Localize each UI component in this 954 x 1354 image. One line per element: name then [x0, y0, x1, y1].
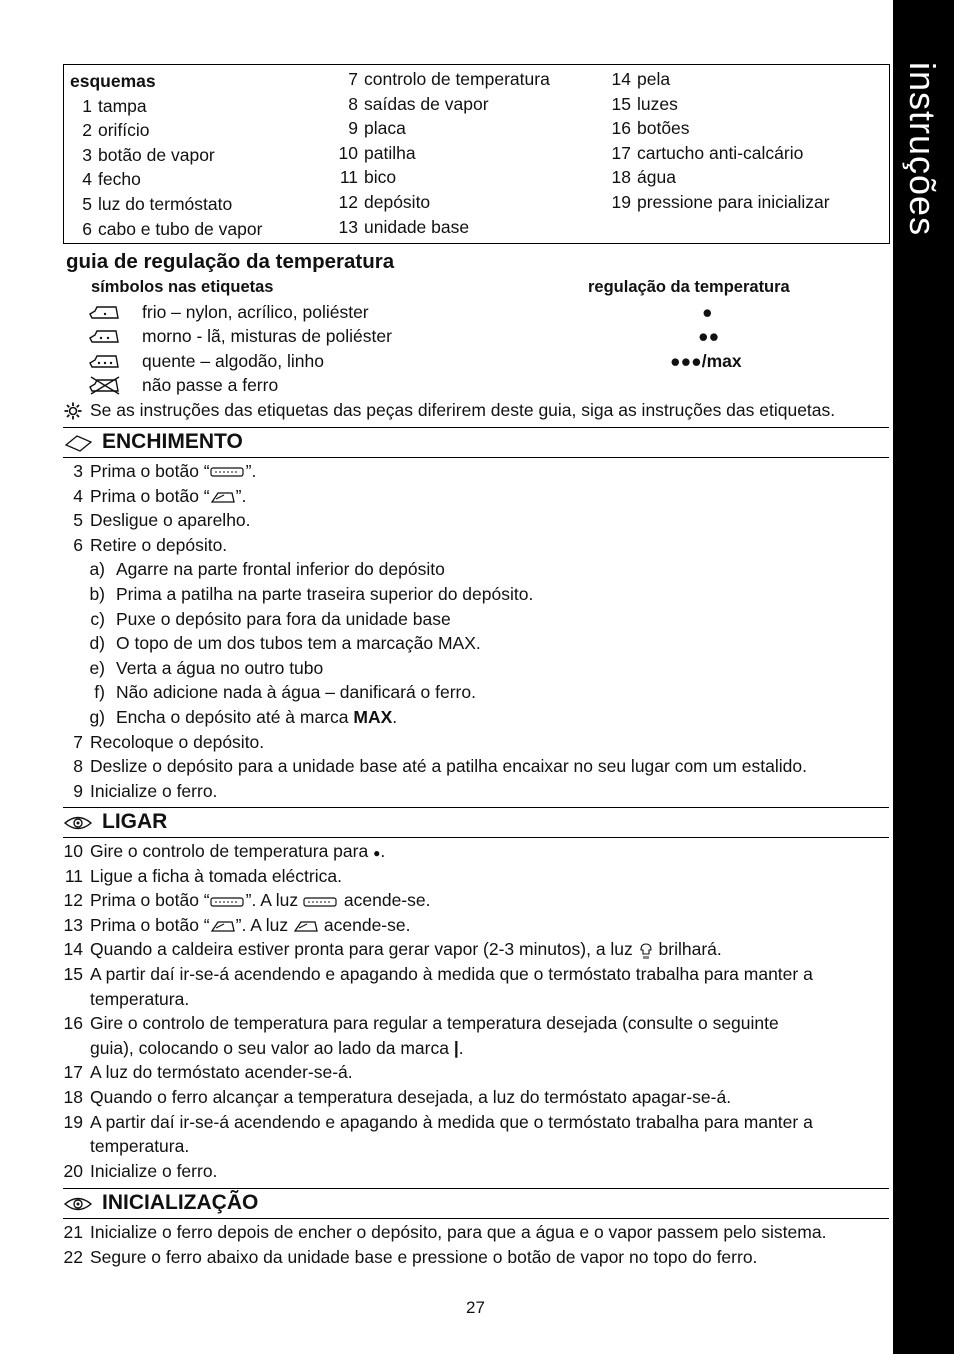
section-header-enchimento	[63, 428, 889, 456]
guide-row-label: não passe a ferro	[142, 375, 279, 395]
iron-button-icon	[210, 489, 236, 505]
part-item: 16 botões	[611, 118, 690, 139]
list-item: 18 Quando o ferro alcançar a temperatura desejada, a luz do termóstato apagar-se-á.	[63, 1086, 732, 1107]
sub-item: e) Verta a água no outro tubo	[89, 657, 324, 678]
guide-note: Se as instruções das etiquetas das peças diferirem deste guia, siga as instruções das etiquetas.	[90, 400, 836, 420]
guide-col-setting: regulação da temperatura	[588, 278, 790, 296]
list-item: 22 Segure o ferro abaixo da unidade base e pressione o botão de vapor no topo do ferro.	[63, 1246, 758, 1267]
page-number: 27	[466, 1298, 485, 1317]
part-item: 13 unidade base	[338, 216, 470, 237]
part-item: 18 água	[611, 167, 676, 188]
list-item: 6 Retire o depósito.	[73, 534, 228, 555]
part-item: 19 pressione para inicializar	[611, 191, 830, 212]
list-item-continued: temperatura.	[90, 988, 190, 1009]
list-item: 13 Prima o botão “ ”. A luz acende-se.	[63, 914, 411, 935]
sun-icon	[64, 402, 82, 420]
sub-item: f) Não adicione nada à água – danificará o ferro.	[94, 682, 476, 703]
parts-column-3	[609, 67, 830, 215]
part-item: 7 controlo de temperatura	[348, 69, 550, 89]
section-title: INICIALIZAÇÃO	[102, 1191, 259, 1214]
sub-item: g) Encha o depósito até à marca MAX.	[89, 706, 398, 727]
divider	[63, 457, 889, 458]
list-item: 12 Prima o botão “ ”. A luz acende-se.	[63, 890, 431, 911]
steam-button-icon	[210, 465, 246, 479]
part-item: 9 placa	[348, 118, 406, 139]
eye-icon	[63, 813, 93, 833]
list-item-continued: guia), colocando o seu valor ao lado da marca |.	[90, 1037, 464, 1058]
list-item-continued: temperatura.	[90, 1136, 190, 1157]
list-item: 10 Gire o controlo de temperatura para ●.	[63, 841, 386, 861]
parts-list-box	[63, 64, 890, 244]
guide-row-setting: ●●●/max	[670, 351, 742, 371]
section-header-inicializacao	[63, 1189, 889, 1217]
enchimento-list	[63, 459, 893, 803]
iron-one-dot-icon	[88, 302, 122, 322]
guide-col-symbols: símbolos nas etiquetas	[91, 278, 274, 296]
list-item: 21 Inicialize o ferro depois de encher o depósito, para que a água e o vapor passem pelo sistema.	[63, 1222, 827, 1242]
side-tab	[893, 0, 954, 1354]
ligar-list	[63, 839, 893, 1183]
part-item: 3 botão de vapor	[82, 144, 215, 165]
do-not-iron-icon	[88, 375, 122, 395]
part-item: 17 cartucho anti-calcário	[611, 142, 804, 163]
part-item: 15 luzes	[611, 93, 678, 114]
part-item: 5 luz do termóstato	[82, 193, 233, 214]
iron-two-dots-icon	[88, 326, 122, 346]
eye-icon	[63, 1194, 93, 1214]
boiler-ready-icon	[638, 942, 654, 960]
iron-button-icon	[210, 918, 236, 934]
sub-item: c) Puxe o depósito para fora da unidade base	[90, 608, 451, 629]
steam-light-icon	[303, 895, 339, 909]
list-item: 3 Prima o botão “ ”.	[73, 461, 257, 481]
part-item: 10 patilha	[338, 142, 416, 163]
part-item: 14 pela	[611, 69, 671, 89]
section-header-ligar	[63, 808, 889, 836]
divider	[63, 1218, 889, 1219]
guide-row-setting: ●●	[698, 326, 720, 346]
section-title: LIGAR	[102, 810, 168, 833]
list-item: 14 Quando a caldeira estiver pronta para gerar vapor (2-3 minutos), a luz brilhará.	[63, 939, 722, 960]
iron-light-icon	[293, 918, 319, 934]
side-tab-label: instruções	[902, 62, 943, 237]
part-item: 11 bico	[339, 167, 397, 188]
guide-row-setting: ●	[702, 302, 713, 322]
iron-three-dots-icon	[88, 351, 122, 371]
list-item: 19 A partir daí ir-se-á acendendo e apagando à medida que o termóstato trabalha para manter a	[63, 1111, 813, 1132]
list-item: 17 A luz do termóstato acender-se-á.	[63, 1062, 353, 1083]
part-item: 8 saídas de vapor	[348, 93, 489, 114]
guide-row-label: frio – nylon, acrílico, poliéster	[142, 302, 369, 322]
list-item: 7 Recoloque o depósito.	[73, 731, 265, 752]
sub-item: a) Agarre na parte frontal inferior do depósito	[89, 559, 445, 580]
list-item: 5 Desligue o aparelho.	[73, 510, 251, 531]
sub-item: b) Prima a patilha na parte traseira superior do depósito.	[89, 583, 534, 604]
steam-button-icon	[210, 895, 246, 909]
list-item: 8 Deslize o depósito para a unidade base até a patilha encaixar no seu lugar com um estalido.	[73, 756, 807, 777]
part-item: 6 cabo e tubo de vapor	[82, 218, 263, 239]
list-item: 15 A partir daí ir-se-á acendendo e apagando à medida que o termóstato trabalha para manter a	[63, 963, 813, 984]
part-item: 4 fecho	[82, 169, 141, 190]
part-item: 2 orifício	[82, 120, 150, 141]
divider	[63, 837, 889, 838]
inicializacao-list	[63, 1220, 893, 1269]
guide-row-label: morno - lã, misturas de poliéster	[142, 326, 392, 346]
parts-column-2	[336, 67, 550, 239]
guide-title: guia de regulação da temperatura	[66, 250, 395, 273]
guide-row-label: quente – algodão, linho	[142, 351, 324, 371]
list-item: 16 Gire o controlo de temperatura para regular a temperatura desejada (consulte o seguinte	[63, 1013, 779, 1034]
parts-column-1	[70, 69, 262, 241]
part-item: 1 tampa	[82, 95, 147, 116]
list-item: 9 Inicialize o ferro.	[73, 780, 218, 801]
part-item: 12 depósito	[338, 191, 431, 212]
list-item: 4 Prima o botão “ ”.	[73, 485, 247, 506]
parts-title: esquemas	[70, 71, 156, 91]
list-item: 11 Ligue a ficha à tomada eléctrica.	[64, 865, 342, 886]
section-title: ENCHIMENTO	[102, 430, 243, 453]
sub-item: d) O topo de um dos tubos tem a marcação MAX.	[89, 633, 481, 654]
list-item: 20 Inicialize o ferro.	[63, 1160, 218, 1181]
tank-icon	[63, 433, 93, 453]
